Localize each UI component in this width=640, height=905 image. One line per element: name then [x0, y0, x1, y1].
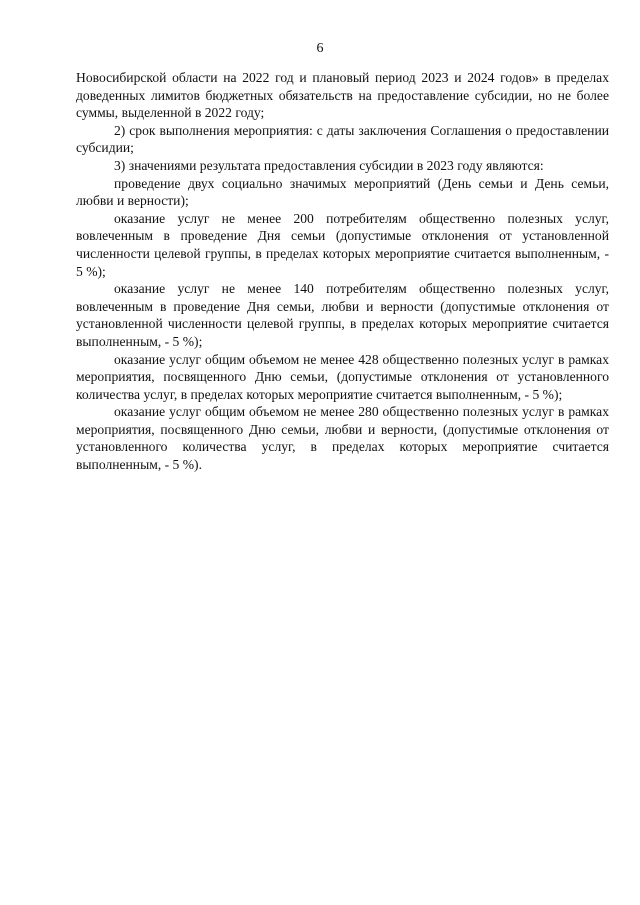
page-number: 6 — [316, 41, 324, 56]
paragraph-results-intro: 3) значениями результата предоставления субсидии в 2023 году являются: — [114, 157, 544, 173]
paragraph-result-280-services: оказание услуг общим объемом не менее 280 общественно полезных услуг в рамках мероприятия, посвященного Дню семьи, любви и верности, (допустимые отклонения от установленного количества услуг, в пределах которых мероприятие считается выполненным, - 5 %). — [76, 404, 609, 473]
paragraph-result-events: проведение двух социально значимых мероприятий (День семьи и День семьи, любви и верности); — [76, 175, 609, 209]
paragraph-result-200-consumers: оказание услуг не менее 200 потребителям общественно полезных услуг, вовлеченным в проведение Дня семьи (допустимые отклонения от установленной численности целевой группы, в пределах которых мероприятие считается выполненным, - 5 %); — [76, 210, 609, 279]
paragraph-deadline: 2) срок выполнения мероприятия: с даты заключения Соглашения о предоставлении субсидии; — [76, 122, 609, 156]
paragraph-result-428-services: оказание услуг общим объемом не менее 428 общественно полезных услуг в рамках мероприятия, посвященного Дню семьи, (допустимые отклонения от установленного количества услуг, в пределах которых мероприятие считается выполненным, - 5 %); — [76, 351, 609, 402]
paragraph-continuation: Новосибирской области на 2022 год и плановый период 2023 и 2024 годов» в пределах доведенных лимитов бюджетных обязательств на предоставление субсидии, но не более суммы, выделенной в 2022 году; — [76, 70, 609, 121]
document-body — [76, 69, 609, 474]
paragraph-result-140-consumers: оказание услуг не менее 140 потребителям общественно полезных услуг, вовлеченным в проведение Дня семьи, любви и верности (допустимые отклонения от установленной численности целевой группы, в пределах которых мероприятие считается выполненным, - 5 %); — [76, 281, 609, 349]
